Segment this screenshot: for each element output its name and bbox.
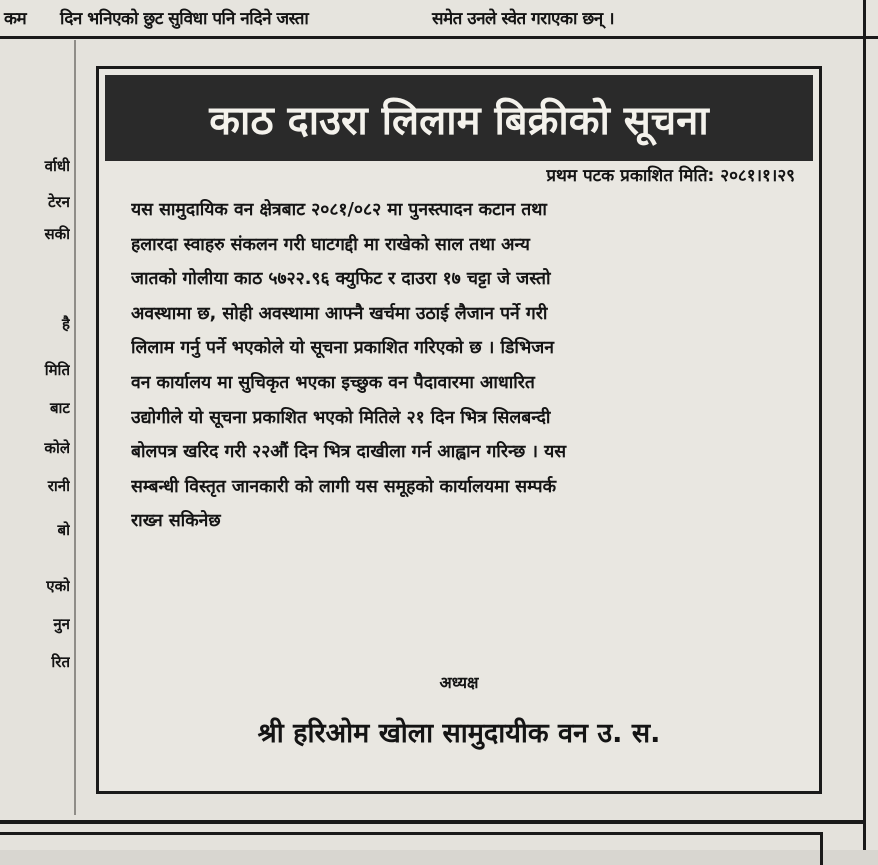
body-line: उद्योगीले यो सूचना प्रकाशित भएको मितिले २१ दिन भित्र सिलबन्दी — [131, 407, 551, 428]
left-fragment: रानी — [47, 477, 70, 495]
left-fragment: एको — [46, 577, 70, 595]
body-line: बोलपत्र खरिद गरी २२औं दिन भित्र दाखीला गर्न आह्वान गरिन्छ । यस — [131, 442, 567, 463]
column-divider-left — [74, 40, 76, 815]
notice-title: काठ दाउरा लिलाम बिक्रीको सूचना — [209, 97, 709, 144]
previous-article-strip — [0, 0, 878, 39]
strip-middle-fragment: दिन भनिएको छुट सुविधा पनि नदिने जस्ता — [60, 9, 309, 29]
left-column-fragments — [0, 40, 70, 810]
left-fragment: है — [62, 315, 70, 333]
column-divider-right — [863, 0, 866, 850]
body-line: सम्बन्धी विस्तृत जानकारी को लागी यस समूहको कार्यालयमा सम्पर्क — [131, 476, 557, 497]
notice-body — [131, 193, 793, 539]
next-article-box — [0, 832, 823, 865]
body-line: राख्न सकिनेछ — [131, 511, 221, 532]
left-fragment: टेरन — [47, 193, 70, 211]
publication-date: प्रथम पटक प्रकाशित मिति: २०८१।१।२९ — [546, 166, 795, 186]
strip-right-fragment: समेत उनले स्वेत गराएका छन् । — [432, 9, 615, 29]
body-line: जातको गोलीया काठ ५७२२.९६ क्युफिट र दाउरा १७ चट्टा जे जस्तो — [131, 269, 551, 290]
left-fragment: बाट — [49, 399, 70, 417]
left-fragment: नुन — [53, 615, 70, 633]
left-fragment: बो — [57, 521, 70, 539]
left-fragment: र्वाधी — [44, 157, 70, 175]
body-line: हलारदा स्वाहरु संकलन गरी घाटगद्दी मा राखेको साल तथा अन्य — [131, 234, 530, 255]
body-line: वन कार्यालय मा सुचिकृत भएका इच्छुक वन पैदावारमा आधारित — [131, 372, 535, 393]
president-label: अध्यक्ष — [439, 673, 479, 692]
left-fragment: कोले — [44, 439, 70, 457]
left-fragment: मिति — [44, 361, 70, 379]
body-line: यस सामुदायिक वन क्षेत्रबाट २०८१/०८२ मा पुनस्त्पादन कटान तथा — [131, 200, 547, 220]
left-fragment: सकी — [44, 225, 70, 243]
organization-name: श्री हरिओम खोला सामुदायीक वन उ. स. — [257, 718, 661, 749]
strip-left-fragment: कम — [4, 9, 27, 29]
left-fragment: रित — [51, 653, 70, 671]
auction-notice-box — [96, 66, 822, 794]
body-line: अवस्थामा छ, सोही अवस्थामा आफ्नै खर्चमा उठाई लैजान पर्ने गरी — [131, 303, 548, 324]
bottom-divider — [0, 820, 866, 824]
notice-title-bar — [105, 75, 813, 161]
body-line: लिलाम गर्नु पर्ने भएकोले यो सूचना प्रकाशित गरिएको छ । डिभिजन — [131, 338, 554, 359]
